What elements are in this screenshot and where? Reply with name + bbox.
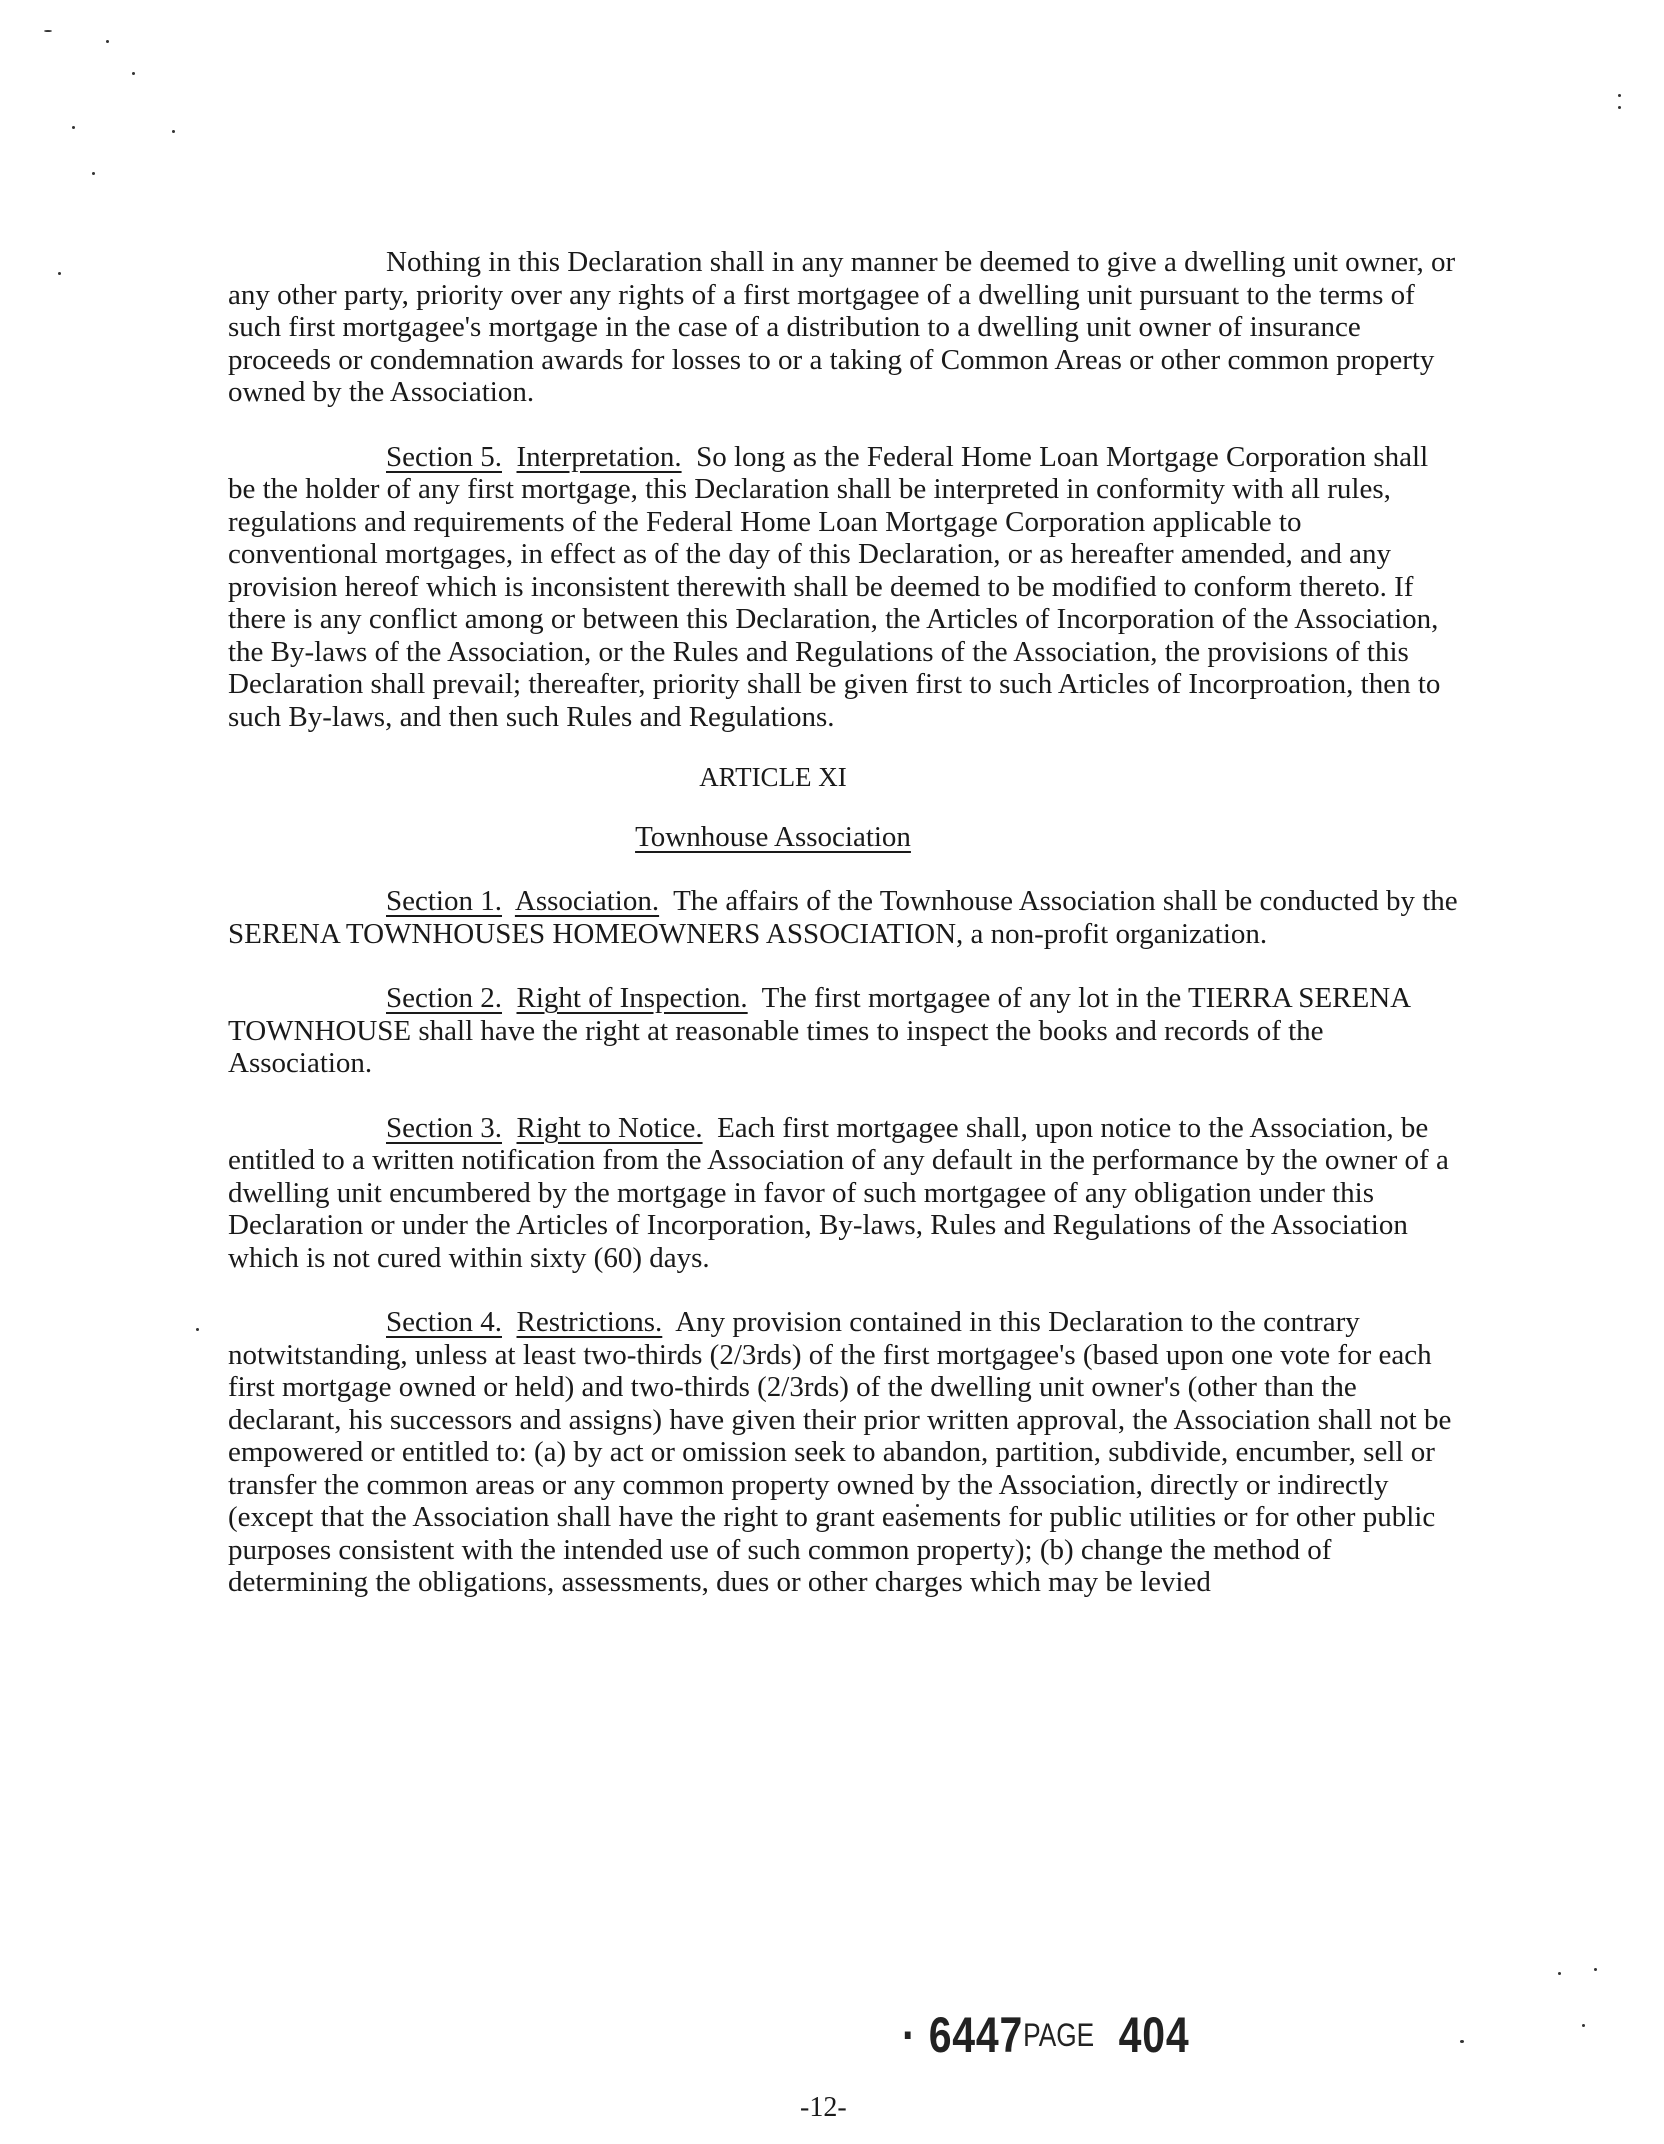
section-paragraph [228,982,1458,1080]
scan-speck [92,172,95,175]
scan-speck [1618,106,1621,109]
article-heading: ARTICLE XI [699,762,847,792]
scan-speck [132,72,135,75]
scan-speck [72,126,75,129]
section-body: The first mortgagee of any lot in the TIERRA SERENA TOWNHOUSE shall have the right at reasonable times to inspect the books and records of the Association. [228,982,1410,1079]
section-body: So long as the Federal Home Loan Mortgage Corporation shall be the holder of any first mortgage, this Declaration shall be interpreted in conformity with all rules, regulations and requirements of the Federal Home Loan Mortgage Corporation applicable to conventional mortgages, in effect as of the day of this Declaration, or as hereafter amended, and any provision hereof which is inconsistent therewith shall be deemed to be modified to conform thereto. If there is any conflict among or between this Declaration, the Articles of Incorporation of the Association, the By-laws of the Association, or the Rules and Regulations of the Association, the provisions of this Declaration shall prevail; thereafter, priority shall be given first to such Articles of Incorproation, then to such By-laws, and then such Rules and Regulations. [228,440,1441,733]
scan-speck [196,1328,199,1331]
scan-speck [1558,1972,1561,1975]
section-paragraph [228,441,1458,734]
section-title: Restrictions. [516,1306,663,1338]
scan-speck [172,130,175,133]
section-title: Right to Notice. [516,1111,703,1144]
section-number: Section 4. [386,1306,502,1338]
scan-speck [1594,1968,1597,1971]
article-title [158,821,1388,853]
intro-text: Nothing in this Declaration shall in any manner be deemed to give a dwelling unit owner, or any other party, priority over any rights of a first mortgagee of a dwelling unit pursuant to the terms of such first mortgagee's mortgage in the case of a distribution to a dwelling unit owner of insurance proceeds or condemnation awards for losses to or a taking of Common Areas or other common property owned by the Association. [228,246,1456,408]
section-number: Section 3. [386,1111,502,1144]
stamp-page: 404 [1118,2007,1190,2063]
section-paragraph [228,885,1458,950]
stamp-book: 6447 [928,2007,1024,2063]
section-title: Right of Inspection. [516,982,748,1014]
section-body: Each first mortgagee shall, upon notice to the Association, be entitled to a written notification from the Association of any default in the performance by the owner of a dwelling unit encumbered by the mortgage in favor of such mortgagee of any obligation under this Declaration or under the Articles of Incorporation, By-laws, Rules and Regulations of the Association which is not cured within sixty (60) days. [228,1111,1449,1274]
scan-speck [58,272,61,275]
scan-speck [44,30,52,32]
stamp-dot: · [902,2007,929,2063]
recording-stamp [902,2006,1189,2064]
intro-paragraph [228,246,1458,409]
section-number: Section 2. [386,982,502,1014]
page-number: -12- [800,2092,847,2123]
scan-speck [1582,2024,1585,2027]
stamp-page-label: PAGE [1023,2017,1095,2053]
section-number: Section 1. [386,885,502,917]
section-number: Section 5. [386,440,502,473]
article-title-text: Townhouse Association [635,821,911,853]
section-paragraph [228,1306,1458,1599]
scan-speck [1460,2040,1464,2043]
section-title: Association. [514,885,660,917]
section-body: The affairs of the Townhouse Association shall be conducted by the SERENA TOWNHOUSES HOMEOWNERS ASSOCIATION, a non-profit organization. [228,885,1458,950]
document-body [228,246,1458,1599]
scan-speck [106,40,109,43]
section-title: Interpretation. [516,440,682,473]
scan-speck [1618,94,1621,97]
section-body: Any provision contained in this Declaration to the contrary notwitstanding, unless at least two-thirds (2/3rds) of the first mortgagee's (based upon one vote for each first mortgage owned or held) and two-thirds (2/3rds) of the dwelling unit owner's (other than the declarant, his successors and assigns) have given their prior written approval, the Association shall not be empowered or entitled to: (a) by act or omission seek to abandon, partition, subdivide, encumber, sell or transfer the common areas or any common property owned by the Association, directly or indirectly (except that the Association shall have the right to grant easements for public utilities or for other public purposes consistent with the intended use of such common property); (b) change the method of determining the obligations, assessments, dues or other charges which may be levied [228,1306,1452,1598]
section-paragraph [228,1112,1458,1275]
